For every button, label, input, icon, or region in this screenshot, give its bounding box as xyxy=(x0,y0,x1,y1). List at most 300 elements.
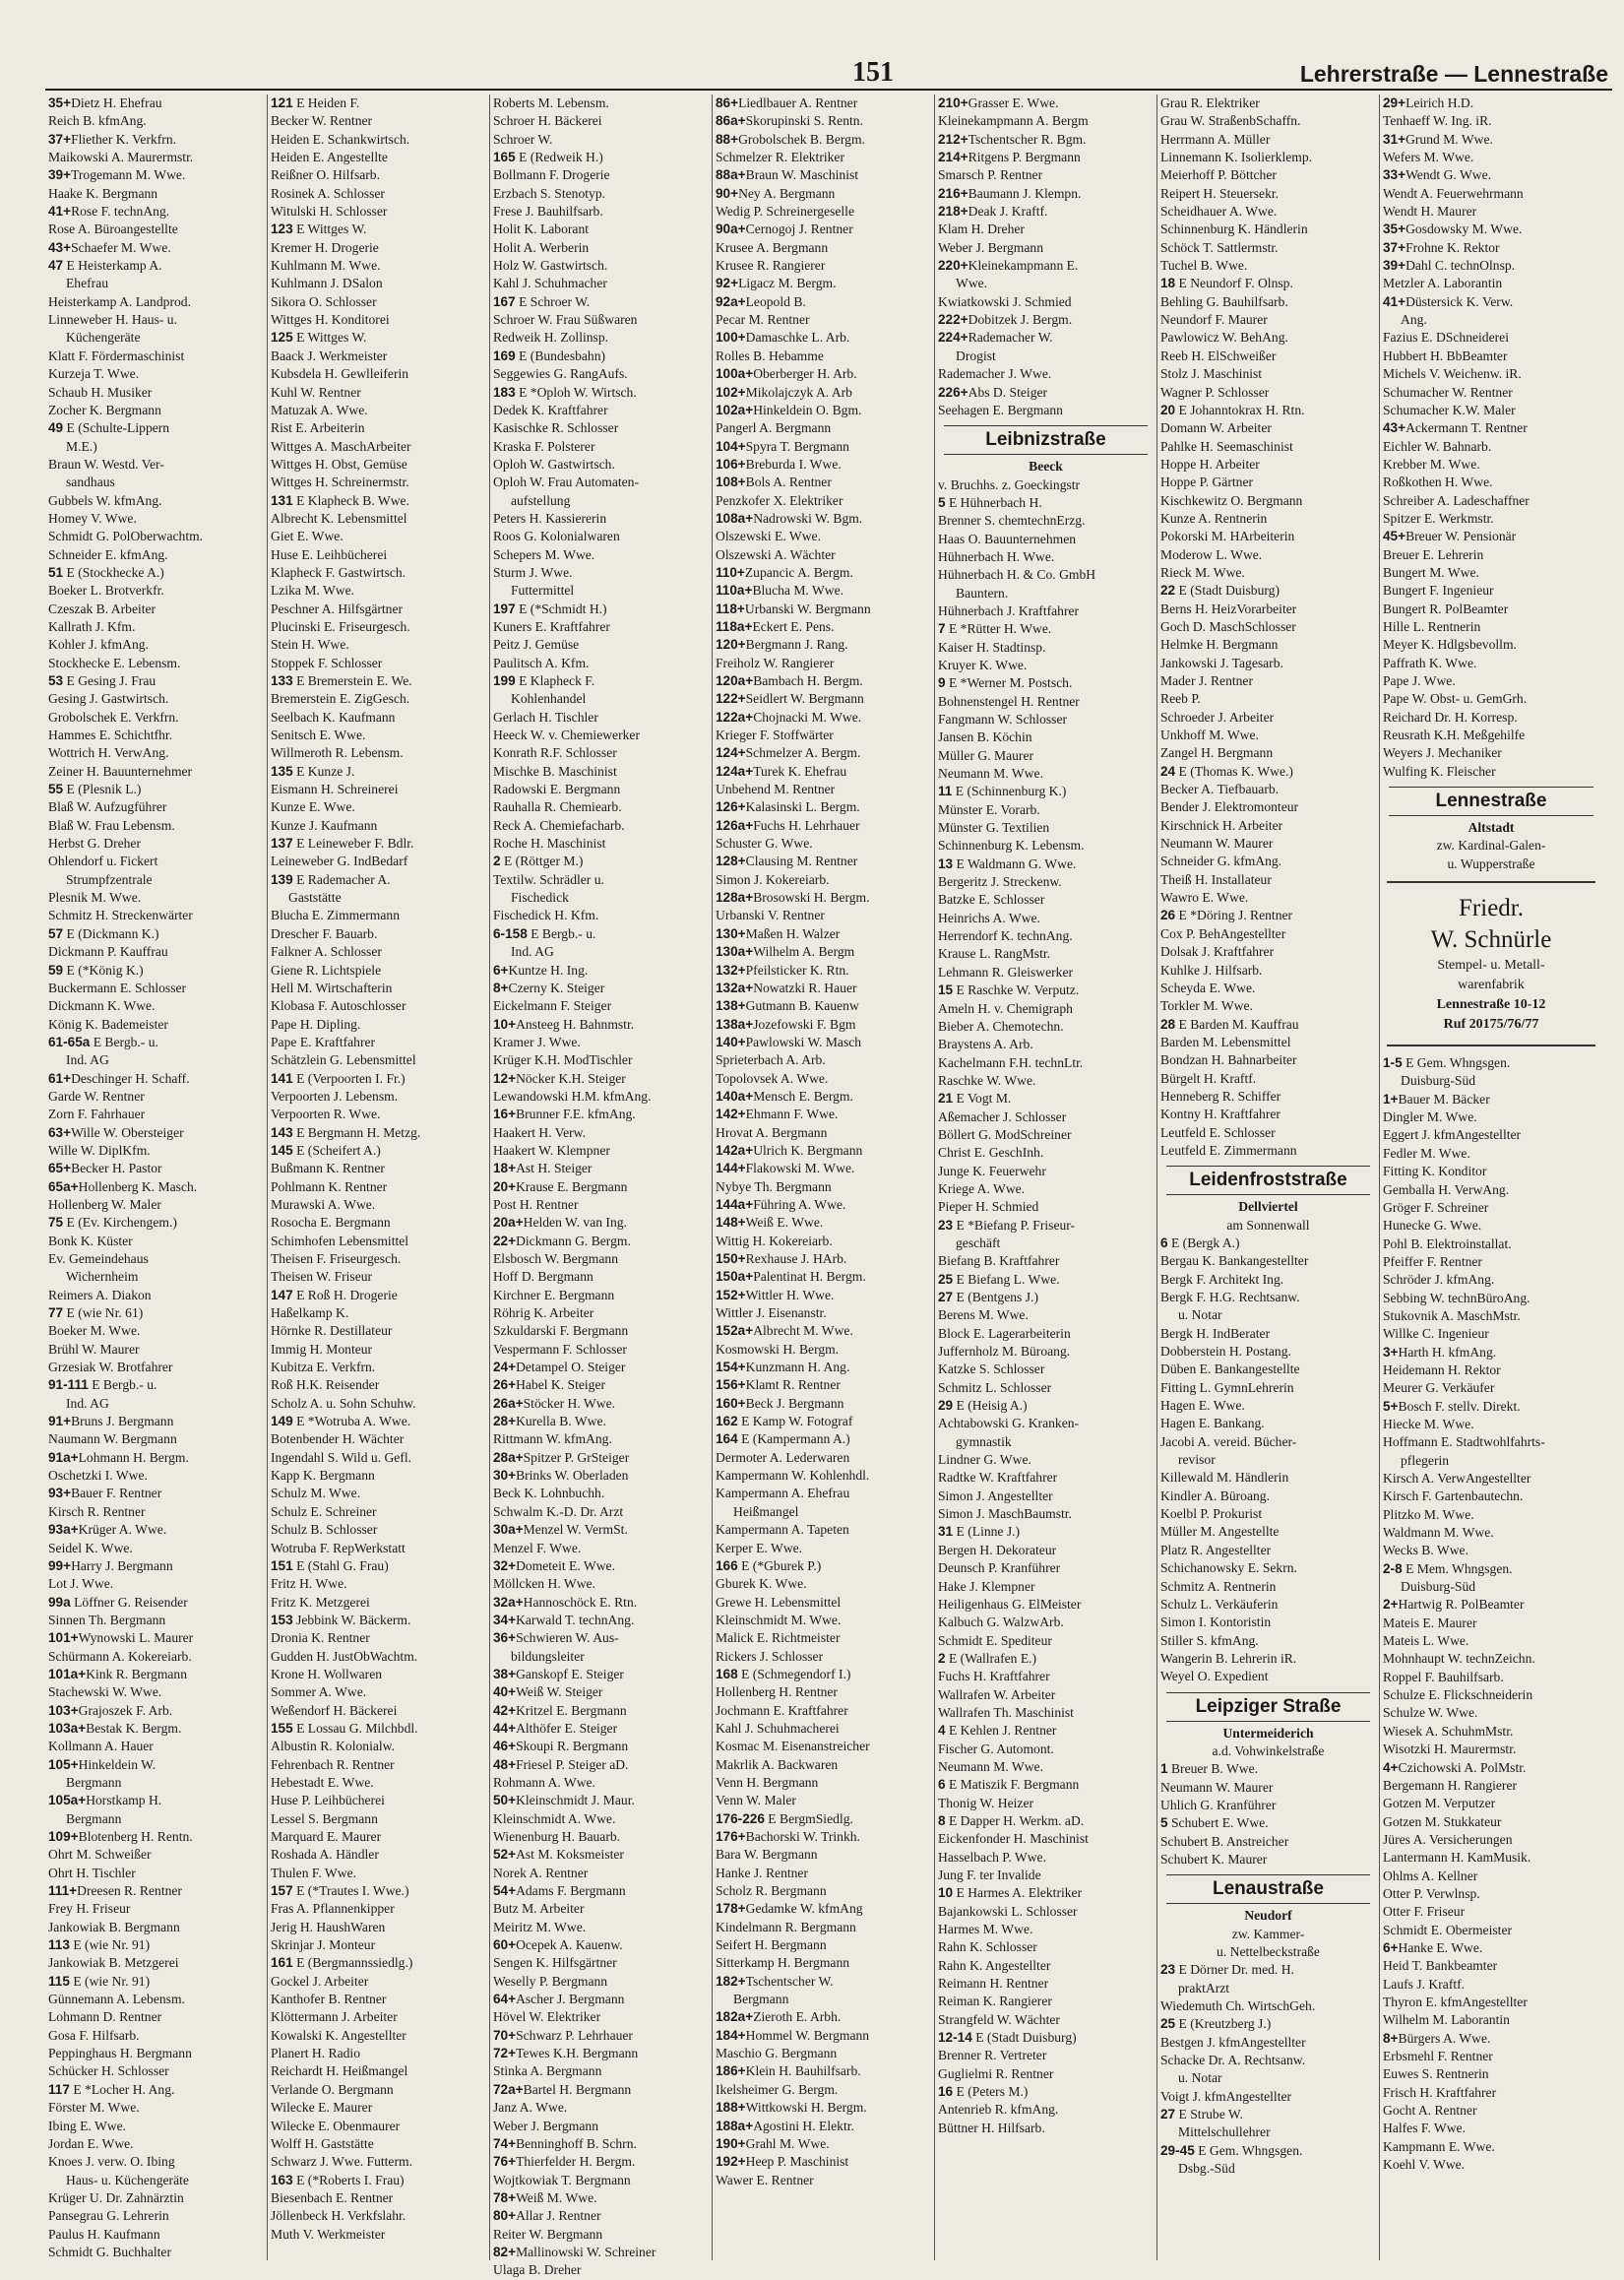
directory-entry xyxy=(716,709,931,727)
directory-entry xyxy=(1383,1596,1599,1614)
house-number: 18+ xyxy=(493,1161,517,1176)
directory-entry xyxy=(1160,329,1376,347)
directory-entry xyxy=(271,1810,486,1828)
directory-entry xyxy=(938,693,1154,711)
directory-entry xyxy=(1160,709,1376,727)
resident-text: Schinnenburg K. Lebensm. xyxy=(938,838,1085,854)
directory-entry xyxy=(493,2207,709,2225)
resident-text: Verpoorten R. Wwe. xyxy=(271,1107,381,1122)
directory-entry xyxy=(493,1196,709,1214)
resident-text: Szkuldarski F. Bergmann xyxy=(493,1323,629,1339)
resident-text: Stinka A. Bergmann xyxy=(493,2063,602,2079)
directory-entry xyxy=(1160,131,1376,149)
directory-entry xyxy=(716,1557,931,1575)
directory-entry xyxy=(271,510,486,528)
resident-text: Fras A. Pflannenkipper xyxy=(271,1901,395,1917)
resident-text: Verpoorten J. Lebensm. xyxy=(271,1088,399,1104)
resident-text: Hollenberg W. Maler xyxy=(48,1196,161,1212)
house-number: 82+ xyxy=(493,2244,517,2259)
resident-text: Batzke E. Schlosser xyxy=(938,892,1045,908)
directory-entry xyxy=(48,1268,264,1286)
directory-entry xyxy=(271,2099,486,2117)
house-number: 167 xyxy=(493,293,516,309)
directory-entry xyxy=(48,582,264,600)
directory-entry xyxy=(48,1413,264,1430)
house-number: 176-226 xyxy=(716,1810,765,1826)
resident-text: Schröder J. kfmAng. xyxy=(1383,1272,1495,1288)
resident-text: Antenrieb R. kfmAng. xyxy=(938,2102,1059,2118)
resident-text: Bambach H. Bergm. xyxy=(753,673,863,688)
resident-text: Ang. xyxy=(1401,312,1427,328)
resident-text: Roshada A. Händler xyxy=(271,1847,379,1863)
resident-text: Plucinski E. Friseurgesch. xyxy=(271,618,410,634)
directory-entry xyxy=(271,1051,486,1069)
resident-text: Fehrenbach R. Rentner xyxy=(271,1756,395,1772)
directory-entry xyxy=(493,1720,709,1738)
house-number: 15 xyxy=(938,982,954,998)
resident-text: Ackermann T. Rentner xyxy=(1405,420,1528,436)
directory-entry xyxy=(493,456,709,474)
resident-text: Simon J. Angestellter xyxy=(938,1488,1053,1503)
house-number: 26+ xyxy=(493,1377,517,1393)
resident-text: Kalasinski L. Bergm. xyxy=(745,799,860,815)
directory-entry xyxy=(493,2261,709,2279)
directory-entry xyxy=(493,1376,709,1394)
directory-entry xyxy=(1383,203,1599,221)
house-number: 105+ xyxy=(48,1756,79,1772)
house-number: 88a+ xyxy=(716,167,746,183)
directory-entry xyxy=(938,1271,1154,1289)
resident-text: Jochmann E. Kraftfahrer xyxy=(716,1702,848,1718)
resident-text: gymnastik xyxy=(956,1433,1012,1449)
house-number: 224+ xyxy=(938,330,968,346)
resident-text: Hasselbach P. Wwe. xyxy=(938,1849,1046,1865)
resident-text: Wilhelm M. Laborantin xyxy=(1383,2012,1510,2028)
directory-entry xyxy=(1160,1961,1376,1979)
directory-entry xyxy=(493,2244,709,2261)
directory-entry xyxy=(1383,763,1599,781)
directory-entry xyxy=(716,1738,931,1755)
house-number: 190+ xyxy=(716,2135,746,2151)
resident-text: Holit A. Werberin xyxy=(493,239,590,255)
resident-text: Ibing E. Wwe. xyxy=(48,2118,127,2133)
resident-text: Klam H. Dreher xyxy=(938,222,1025,237)
resident-text: Hammes E. Schichtfhr. xyxy=(48,728,173,743)
directory-entry xyxy=(271,348,486,365)
resident-text: Mischke B. Maschinist xyxy=(493,763,617,779)
resident-text: Freiholz W. Rangierer xyxy=(716,655,835,670)
directory-entry xyxy=(493,1304,709,1322)
directory-entry xyxy=(938,927,1154,945)
resident-text: E Gesing J. Frau xyxy=(66,673,156,688)
resident-text: Wawer E. Rentner xyxy=(716,2172,814,2187)
resident-text: E (Ev. Kirchengem.) xyxy=(66,1215,177,1231)
resident-text: Stolz J. Maschinist xyxy=(1160,366,1263,382)
directory-entry xyxy=(493,1865,709,1882)
directory-entry xyxy=(271,1322,486,1340)
house-number: 60+ xyxy=(493,1937,517,1953)
resident-text: Wendt A. Feuerwehrmann xyxy=(1383,185,1524,201)
house-number: 2+ xyxy=(1383,1597,1399,1613)
resident-text: Pieper H. Schmied xyxy=(938,1199,1039,1215)
directory-entry xyxy=(716,1395,931,1413)
directory-entry xyxy=(716,798,931,816)
resident-text: Scheyda E. Wwe. xyxy=(1160,980,1256,995)
resident-text: Dronia K. Rentner xyxy=(271,1630,370,1646)
resident-text: E (*Schmidt H.) xyxy=(519,601,607,616)
directory-entry xyxy=(271,257,486,275)
directory-entry xyxy=(493,2045,709,2062)
resident-text: Wilecke E. Obenmaurer xyxy=(271,2118,401,2133)
directory-entry xyxy=(1383,1199,1599,1217)
directory-entry xyxy=(716,1720,931,1738)
resident-text: Habel K. Steiger xyxy=(516,1377,606,1393)
house-number: 6+ xyxy=(1383,1939,1399,1955)
house-number: 38+ xyxy=(493,1666,517,1681)
resident-text: Fuchs H. Kraftfahrer xyxy=(938,1669,1050,1684)
resident-text: Ohlendorf u. Fickert xyxy=(48,854,158,869)
directory-entry xyxy=(48,1919,264,1936)
resident-text: Mittelschullehrer xyxy=(1178,2124,1271,2140)
directory-entry xyxy=(271,1503,486,1521)
directory-entry xyxy=(716,564,931,582)
directory-entry xyxy=(716,510,931,528)
resident-text: Weiß E. Wwe. xyxy=(745,1215,824,1231)
resident-text: Euwes S. Rentnerin xyxy=(1383,2066,1489,2082)
directory-entry xyxy=(1160,2069,1376,2087)
directory-entry xyxy=(1160,1488,1376,1505)
resident-text: Paffrath K. Wwe. xyxy=(1383,655,1477,670)
directory-entry xyxy=(716,1250,931,1268)
directory-entry xyxy=(1383,1741,1599,1758)
resident-text: Dobitzek J. Bergm. xyxy=(968,312,1073,328)
directory-entry xyxy=(271,636,486,654)
resident-text: Schichanowsky E. Sekrn. xyxy=(1160,1560,1297,1576)
resident-text: E (Peters M.) xyxy=(956,2084,1029,2100)
directory-entry xyxy=(938,2047,1154,2064)
resident-text: Homey V. Wwe. xyxy=(48,510,137,526)
resident-text: Schneider G. kfmAng. xyxy=(1160,854,1282,869)
resident-text: Ganskopf E. Steiger xyxy=(516,1666,624,1681)
resident-text: Bürgers A. Wwe. xyxy=(1398,2030,1491,2046)
resident-text: Rademacher J. Wwe. xyxy=(938,366,1052,382)
resident-text: Olszewski E. Wwe. xyxy=(716,529,821,544)
resident-text: Erzbach S. Stenotyp. xyxy=(493,185,606,201)
resident-text: Hubbert H. BbBeamter xyxy=(1383,348,1508,363)
directory-entry xyxy=(938,257,1154,275)
resident-text: Menzel F. Wwe. xyxy=(493,1540,582,1555)
directory-entry xyxy=(1383,166,1599,184)
directory-entry xyxy=(938,166,1154,184)
directory-entry xyxy=(716,1160,931,1177)
resident-text: Botenbender H. Wächter xyxy=(271,1431,405,1447)
directory-entry xyxy=(1383,348,1599,365)
directory-entry xyxy=(1160,564,1376,582)
directory-entry xyxy=(938,674,1154,692)
directory-entry xyxy=(938,1198,1154,1216)
directory-entry xyxy=(48,1376,264,1394)
resident-text: Behling G. Bauhilfsarb. xyxy=(1160,293,1288,309)
directory-entry xyxy=(271,1070,486,1088)
directory-entry xyxy=(1160,1632,1376,1650)
directory-entry xyxy=(271,365,486,383)
resident-text: Seehagen E. Bergmann xyxy=(938,402,1063,417)
directory-entry xyxy=(1383,582,1599,600)
directory-entry xyxy=(716,1575,931,1593)
directory-entry xyxy=(271,1954,486,1972)
resident-text: Breuer E. Lehrerin xyxy=(1383,546,1484,562)
directory-entry xyxy=(1160,1325,1376,1343)
resident-text: Dometeit E. Wwe. xyxy=(516,1557,615,1573)
directory-entry xyxy=(716,1449,931,1467)
house-number: 108+ xyxy=(716,475,746,490)
directory-entry xyxy=(271,112,486,130)
resident-text: Menzel W. VermSt. xyxy=(523,1522,628,1538)
resident-text: Liedlbauer A. Rentner xyxy=(738,95,858,110)
directory-entry xyxy=(493,1575,709,1593)
resident-text: Bergk F. H.G. Rechtsanw. xyxy=(1160,1290,1300,1304)
resident-text: Herbst G. Dreher xyxy=(48,836,141,852)
directory-entry xyxy=(938,1741,1154,1758)
directory-entry xyxy=(271,1142,486,1160)
house-number: 29+ xyxy=(1383,95,1406,110)
directory-entry xyxy=(1160,1614,1376,1631)
resident-text: Boeker L. Brotverkfr. xyxy=(48,583,164,599)
directory-entry xyxy=(1383,510,1599,528)
resident-text: E (Schinnenburg K.) xyxy=(955,784,1067,799)
resident-text: Reipert H. Steuersekr. xyxy=(1160,185,1280,201)
directory-column xyxy=(490,95,713,2278)
resident-text: Ameln H. v. Chemigraph xyxy=(938,1000,1073,1016)
directory-entry xyxy=(48,1196,264,1214)
house-number: 141 xyxy=(271,1070,293,1086)
directory-entry xyxy=(271,95,486,112)
house-number: 131 xyxy=(271,492,293,508)
resident-text: Hannoschöck E. Rtn. xyxy=(523,1594,638,1610)
directory-entry xyxy=(48,221,264,238)
resident-text: Stoppek F. Schlosser xyxy=(271,655,383,670)
resident-text: Roß H.K. Reisender xyxy=(271,1377,380,1393)
house-number: 4+ xyxy=(1383,1759,1399,1775)
directory-entry xyxy=(271,1214,486,1232)
resident-text: Strumpfzentrale xyxy=(66,871,153,887)
directory-entry xyxy=(1160,1252,1376,1270)
directory-entry xyxy=(493,1051,709,1069)
resident-text: Reichard Dr. H. Korresp. xyxy=(1383,709,1518,725)
directory-entry xyxy=(493,1557,709,1575)
resident-text: Kirchner E. Bergmann xyxy=(493,1287,615,1302)
resident-text: Duisburg-Süd xyxy=(1401,1579,1476,1595)
house-number: 182+ xyxy=(716,1973,746,1989)
directory-entry xyxy=(938,384,1154,402)
house-number: 29 xyxy=(938,1398,954,1414)
resident-text: E Heiden F. xyxy=(296,95,360,110)
resident-text: E (*Gburek P.) xyxy=(741,1557,822,1573)
street-subheading: u. Nettelbeckstraße xyxy=(1217,1944,1320,1959)
directory-entry xyxy=(271,1702,486,1720)
resident-text: Skrinjar J. Monteur xyxy=(271,1937,376,1953)
directory-entry xyxy=(48,203,264,221)
resident-text: Eggert J. kfmAngestellter xyxy=(1383,1127,1522,1143)
resident-text: aufstellung xyxy=(511,492,571,508)
directory-entry xyxy=(271,1936,486,1954)
directory-entry xyxy=(493,997,709,1015)
resident-text: Wwe. xyxy=(956,276,988,291)
resident-text: Deunsch P. Kranführer xyxy=(938,1560,1061,1576)
directory-entry xyxy=(271,835,486,853)
directory-entry xyxy=(271,384,486,402)
directory-entry xyxy=(716,1865,931,1882)
directory-entry xyxy=(493,1395,709,1413)
resident-text: E Bergb.- u. xyxy=(93,1034,158,1049)
house-number: 186+ xyxy=(716,2063,746,2079)
resident-text: Boeker M. Wwe. xyxy=(48,1323,141,1339)
resident-text: Kunzmann H. Ang. xyxy=(745,1360,850,1375)
directory-entry xyxy=(1383,690,1599,708)
directory-entry xyxy=(493,962,709,980)
house-number: 41+ xyxy=(48,204,72,220)
directory-entry xyxy=(938,1306,1154,1324)
house-number: 25 xyxy=(1160,2016,1176,2032)
directory-entry xyxy=(1383,1813,1599,1831)
directory-entry xyxy=(1383,95,1599,112)
resident-text: E Bergb.- u. xyxy=(92,1377,157,1393)
house-number: 100+ xyxy=(716,330,746,346)
directory-entry xyxy=(1160,582,1376,600)
resident-text: Kunze E. Wwe. xyxy=(271,799,355,815)
directory-entry xyxy=(1383,456,1599,474)
resident-text: Kosmac M. Eisenanstreicher xyxy=(716,1739,870,1754)
resident-text: Hinkeldein W. xyxy=(78,1756,156,1772)
house-number: 130a+ xyxy=(716,944,754,960)
resident-text: Schubert K. Maurer xyxy=(1160,1851,1268,1867)
resident-text: Reich B. kfmAng. xyxy=(48,113,147,129)
resident-text: Spitzer P. GrSteiger xyxy=(523,1449,630,1465)
directory-entry xyxy=(1383,311,1599,329)
directory-entry xyxy=(48,1142,264,1160)
resident-text: revisor xyxy=(1178,1452,1216,1468)
resident-text: Aßemacher J. Schlosser xyxy=(938,1108,1067,1124)
directory-entry xyxy=(493,798,709,816)
directory-entry xyxy=(48,997,264,1015)
directory-entry xyxy=(48,1341,264,1359)
directory-entry xyxy=(1160,2106,1376,2123)
house-number: 21 xyxy=(938,1091,954,1107)
directory-entry xyxy=(493,1973,709,1991)
directory-entry xyxy=(938,1758,1154,1776)
directory-entry xyxy=(48,2189,264,2207)
directory-entry xyxy=(1383,2156,1599,2174)
directory-entry xyxy=(716,221,931,238)
directory-entry xyxy=(716,2062,931,2080)
directory-entry xyxy=(1383,185,1599,203)
resident-text: Günnemann A. Lebensm. xyxy=(48,1992,185,2007)
resident-text: Hartwig R. PolBeamter xyxy=(1398,1597,1525,1613)
resident-text: Jansen B. Köchin xyxy=(938,729,1032,745)
directory-entry xyxy=(271,1395,486,1413)
directory-entry xyxy=(493,1287,709,1304)
directory-entry xyxy=(1160,1124,1376,1142)
house-number: 31 xyxy=(938,1524,954,1540)
resident-text: E Strube W. xyxy=(1178,2107,1243,2122)
resident-text: Haus- u. Küchengeräte xyxy=(66,2172,189,2187)
directory-entry xyxy=(493,311,709,329)
directory-entry xyxy=(1383,1307,1599,1325)
resident-text: Schinnenburg K. Händlerin xyxy=(1160,222,1308,237)
resident-text: Bosch F. stellv. Direkt. xyxy=(1398,1398,1521,1414)
resident-text: Kritzel E. Bergmann xyxy=(516,1702,627,1718)
resident-text: Rohmann A. Wwe. xyxy=(493,1774,595,1790)
resident-text: E (Scheifert A.) xyxy=(296,1142,381,1158)
directory-entry xyxy=(1160,1505,1376,1523)
resident-text: Pfeilsticker K. Rtn. xyxy=(745,962,849,978)
directory-entry xyxy=(716,1016,931,1034)
resident-text: Rose A. Büroangestellte xyxy=(48,222,178,237)
directory-entry xyxy=(48,2135,264,2153)
directory-entry xyxy=(716,727,931,744)
house-number: 138+ xyxy=(716,998,746,1014)
resident-text: Elsbosch W. Bergmann xyxy=(493,1251,618,1266)
resident-text: Düstersick K. Verw. xyxy=(1405,293,1514,309)
directory-entry xyxy=(1160,1851,1376,1868)
directory-entry xyxy=(716,112,931,130)
resident-text: Pape E. Kraftfahrer xyxy=(271,1034,376,1049)
resident-text: E (Thomas K. Wwe.) xyxy=(1178,763,1293,779)
resident-text: E (Stockhecke A.) xyxy=(66,564,164,580)
directory-entry xyxy=(1383,1957,1599,1975)
directory-entry xyxy=(271,907,486,924)
resident-text: Reißner O. Hilfsarb. xyxy=(271,167,380,183)
resident-text: Gudden H. JustObWachtm. xyxy=(271,1648,418,1664)
resident-text: Torkler M. Wwe. xyxy=(1160,998,1253,1014)
directory-entry xyxy=(1160,1578,1376,1596)
directory-entry xyxy=(1160,311,1376,329)
directory-entry xyxy=(938,1668,1154,1685)
directory-entry xyxy=(716,853,931,870)
resident-text: Stein H. Wwe. xyxy=(271,637,349,653)
directory-entry xyxy=(1383,618,1599,636)
resident-text: Eickelmann F. Steiger xyxy=(493,998,612,1014)
directory-entry xyxy=(1383,438,1599,456)
house-number: 118+ xyxy=(716,601,745,616)
resident-text: Hagen E. Bankang. xyxy=(1160,1416,1265,1431)
resident-text: Trogemann M. Wwe. xyxy=(71,167,186,183)
resident-text: Kremer H. Drogerie xyxy=(271,239,379,255)
house-number: 12-14 xyxy=(938,2030,972,2046)
directory-entry xyxy=(271,871,486,889)
street-subheading: Untermeiderich xyxy=(1222,1725,1314,1741)
resident-text: Czichowski A. PolMstr. xyxy=(1398,1759,1527,1775)
directory-entry xyxy=(271,1919,486,1936)
resident-text: Roßkothen H. Wwe. xyxy=(1383,475,1493,490)
resident-text: Ulaga B. Dreher xyxy=(493,2262,582,2278)
resident-text: Rittmann W. kfmAng. xyxy=(493,1431,612,1447)
resident-text: Reiman K. Rangierer xyxy=(938,1994,1052,2009)
house-number: 48+ xyxy=(493,1756,517,1772)
house-number: 29-45 xyxy=(1160,2142,1195,2158)
resident-text: Dolsak J. Kraftfahrer xyxy=(1160,944,1275,960)
house-number: 43+ xyxy=(48,239,72,255)
resident-text: E Harmes A. Elektriker xyxy=(956,1885,1083,1901)
resident-text: Kuhl W. Rentner xyxy=(271,384,361,400)
directory-entry xyxy=(1383,329,1599,347)
resident-text: Thierfelder H. Bergm. xyxy=(516,2154,636,2170)
house-number: 103a+ xyxy=(48,1720,87,1736)
house-number: 10 xyxy=(938,1885,954,1901)
house-number: 216+ xyxy=(938,185,968,201)
resident-text: Huse P. Leihbücherei xyxy=(271,1793,385,1808)
resident-text: Bieber A. Chemotechn. xyxy=(938,1018,1064,1034)
